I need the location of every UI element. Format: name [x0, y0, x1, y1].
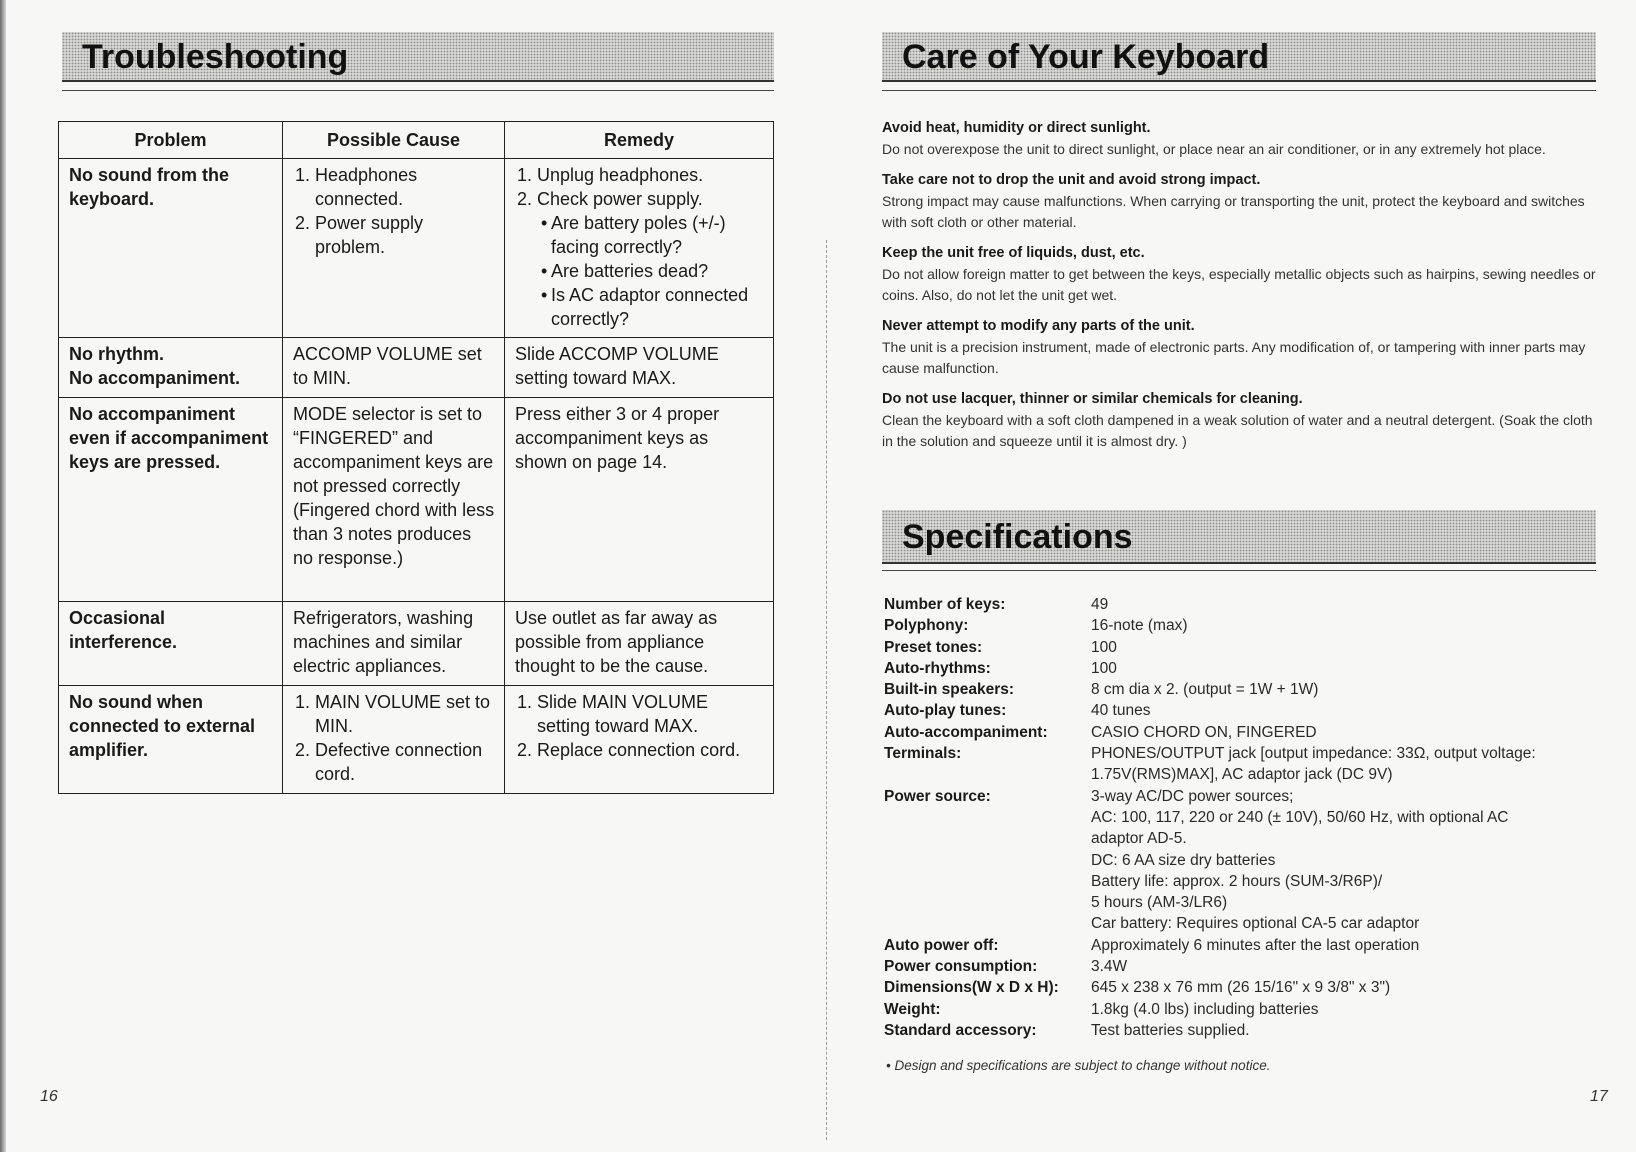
- spec-value-line: DC: 6 AA size dry batteries: [1091, 851, 1276, 869]
- spec-row: [884, 743, 1604, 786]
- spec-value-line: PHONES/OUTPUT jack [output impedance: 33Ω, output voltage:: [1091, 745, 1536, 763]
- spec-row: [884, 722, 1604, 743]
- spec-label: Auto-accompaniment:: [884, 723, 1048, 741]
- spec-value-line: Battery life: approx. 2 hours (SUM-3/R6P)/: [1091, 872, 1383, 890]
- spec-value-line: 1.8kg (4.0 lbs) including batteries: [1091, 1000, 1319, 1018]
- spec-row: [884, 615, 1604, 636]
- spec-value-line: 3-way AC/DC power sources;: [1091, 787, 1294, 805]
- spec-value-line: Car battery: Requires optional CA-5 car adaptor: [1091, 915, 1420, 933]
- care-item-text: Clean the keyboard with a soft cloth dampened in a weak solution of water and a neutral detergent. (Soak the cloth in the solution and squeeze until it is almost dry. ): [882, 412, 1593, 449]
- remedy-item: 2. Replace connection cord.: [537, 738, 764, 762]
- spec-values: [1091, 658, 1604, 679]
- spec-values: [1091, 594, 1604, 615]
- care-item-heading: Do not use lacquer, thinner or similar chemicals for cleaning.: [882, 391, 1303, 407]
- spec-values: [1091, 935, 1604, 956]
- specs-heading-bar: [882, 510, 1596, 564]
- remedy-item: 1. Slide MAIN VOLUME setting toward MAX.: [537, 690, 764, 738]
- table-row: [59, 686, 774, 794]
- spec-value-line: 40 tunes: [1091, 702, 1151, 720]
- spec-value-line: Approximately 6 minutes after the last operation: [1091, 936, 1420, 954]
- spec-row: [884, 999, 1604, 1020]
- cause-item: 1. MAIN VOLUME set to MIN.: [315, 690, 495, 738]
- specifications-list: [884, 594, 1604, 1041]
- care-item: [882, 170, 1597, 233]
- remedy-cell: [505, 686, 774, 794]
- care-item-heading: Never attempt to modify any parts of the unit.: [882, 318, 1195, 334]
- remedy-bullet: • Are battery poles (+/-) facing correctly?: [551, 211, 764, 259]
- page-number: 16: [40, 1088, 58, 1105]
- cause-cell: [283, 159, 505, 338]
- table-row: [59, 398, 774, 602]
- remedy-cell: Use outlet as far away as possible from appliance thought to be the cause.: [505, 602, 774, 686]
- spec-values: [1091, 743, 1604, 786]
- remedy-bullet: • Is AC adaptor connected correctly?: [551, 283, 764, 331]
- remedy-item: 1. Unplug headphones.: [537, 163, 764, 187]
- heading-rule: [62, 90, 774, 91]
- spec-value-line: Test batteries supplied.: [1091, 1021, 1250, 1039]
- spec-label: Number of keys:: [884, 596, 1006, 613]
- remedy-bullet: • Are batteries dead?: [551, 259, 764, 283]
- spec-value-line: adaptor AD-5.: [1091, 830, 1187, 848]
- spec-value-line: CASIO CHORD ON, FINGERED: [1091, 723, 1317, 741]
- spec-values: [1091, 679, 1604, 700]
- problem-cell: Occasional interference.: [59, 602, 283, 686]
- spec-label: Power consumption:: [884, 958, 1038, 976]
- care-item: [882, 118, 1597, 160]
- cause-cell: MODE selector is set to “FINGERED” and accompaniment keys are not pressed correctly (Fingered chord with less than 3 notes produces no response.): [283, 398, 505, 602]
- heading-rule: [882, 90, 1596, 91]
- spec-values: [1091, 956, 1604, 977]
- cause-cell: [283, 686, 505, 794]
- spec-value-line: 645 x 238 x 76 mm (26 15/16" x 9 3/8" x 3"): [1091, 979, 1391, 997]
- table-row: [59, 338, 774, 398]
- care-item-text: Strong impact may cause malfunctions. When carrying or transporting the unit, protect the keyboard and switches with soft cloth or other material.: [882, 193, 1585, 230]
- cause-cell: ACCOMP VOLUME set to MIN.: [283, 338, 505, 398]
- header-remedy: Remedy: [505, 122, 774, 159]
- spec-values: [1091, 1020, 1604, 1041]
- spec-row: [884, 1020, 1604, 1041]
- care-item-heading: Avoid heat, humidity or direct sunlight.: [882, 120, 1151, 136]
- care-item-heading: Keep the unit free of liquids, dust, etc.: [882, 245, 1145, 261]
- table-row: [59, 159, 774, 338]
- spec-values: [1091, 786, 1604, 935]
- spec-row: [884, 594, 1604, 615]
- cause-item: 2. Defective connection cord.: [315, 738, 495, 786]
- spec-label: Power source:: [884, 787, 991, 805]
- table-header-row: [59, 122, 774, 159]
- spec-label: Weight:: [884, 1000, 941, 1018]
- spec-label: Terminals:: [884, 745, 962, 763]
- spec-row: [884, 977, 1604, 998]
- spec-row: [884, 786, 1604, 935]
- spec-values: [1091, 999, 1604, 1020]
- table-row: [59, 602, 774, 686]
- heading-rule: [882, 570, 1596, 571]
- spec-values: [1091, 637, 1604, 658]
- remedy-cell: [505, 159, 774, 338]
- care-title: Care of Your Keyboard: [902, 38, 1270, 76]
- troubleshooting-heading-bar: [62, 32, 774, 82]
- spec-value-line: 3.4W: [1091, 958, 1128, 976]
- spec-values: [1091, 700, 1604, 721]
- cause-cell: Refrigerators, washing machines and similar electric appliances.: [283, 602, 505, 686]
- spec-label: Preset tones:: [884, 638, 983, 656]
- spec-value-line: AC: 100, 117, 220 or 240 (± 10V), 50/60 Hz, with optional AC: [1091, 808, 1509, 826]
- problem-line: No accompaniment.: [69, 368, 241, 388]
- problem-cell: No accompaniment even if accompaniment keys are pressed.: [59, 398, 283, 602]
- spec-value-line: 8 cm dia x 2. (output = 1W + 1W): [1091, 681, 1319, 699]
- problem-cell: No sound when connected to external amplifier.: [59, 686, 283, 794]
- spec-label: Auto-rhythms:: [884, 659, 991, 677]
- care-section: [882, 118, 1597, 462]
- troubleshooting-title: Troubleshooting: [82, 38, 349, 76]
- spec-values: [1091, 722, 1604, 743]
- specs-title: Specifications: [902, 518, 1133, 556]
- care-item: [882, 316, 1597, 379]
- troubleshooting-table: [58, 121, 774, 794]
- footnote: • Design and specifications are subject to change without notice.: [886, 1058, 1271, 1073]
- spec-value-line: 5 hours (AM-3/LR6): [1091, 894, 1228, 912]
- spec-row: [884, 637, 1604, 658]
- spec-label: Built-in speakers:: [884, 681, 1015, 699]
- spec-label: Auto-play tunes:: [884, 702, 1007, 720]
- spec-label: Polyphony:: [884, 617, 969, 635]
- spec-value-line: 100: [1091, 659, 1117, 677]
- problem-line: No rhythm.: [69, 344, 165, 364]
- care-heading-bar: [882, 32, 1596, 82]
- remedy-item: [537, 187, 764, 331]
- remedy-item-text: Check power supply.: [537, 189, 703, 209]
- header-possible-cause: Possible Cause: [283, 122, 505, 159]
- spec-values: [1091, 977, 1604, 998]
- spec-values: [1091, 615, 1604, 636]
- spec-row: [884, 658, 1604, 679]
- care-item: [882, 389, 1597, 452]
- remedy-cell: Slide ACCOMP VOLUME setting toward MAX.: [505, 338, 774, 398]
- spec-row: [884, 679, 1604, 700]
- care-item-heading: Take care not to drop the unit and avoid strong impact.: [882, 172, 1261, 188]
- care-item: [882, 243, 1597, 306]
- spec-label: Auto power off:: [884, 936, 999, 954]
- care-item-text: Do not allow foreign matter to get between the keys, especially metallic objects such as hairpins, sewing needles or coins. Also, do not let the unit get wet.: [882, 266, 1596, 303]
- care-item-text: Do not overexpose the unit to direct sunlight, or place near an air conditioner, or in any extremely hot place.: [882, 141, 1546, 157]
- problem-cell: [59, 338, 283, 398]
- spec-value-line: 100: [1091, 638, 1117, 656]
- spec-value-line: 49: [1091, 596, 1109, 613]
- page-number: 17: [1590, 1088, 1608, 1105]
- spec-value-line: 1.75V(RMS)MAX], AC adaptor jack (DC 9V): [1091, 766, 1393, 784]
- header-problem: Problem: [59, 122, 283, 159]
- cause-item: 1. Headphones connected.: [315, 163, 495, 211]
- remedy-cell: Press either 3 or 4 proper accompaniment keys as shown on page 14.: [505, 398, 774, 602]
- spec-label: Standard accessory:: [884, 1021, 1037, 1039]
- spec-label: Dimensions(W x D x H):: [884, 979, 1059, 997]
- spec-row: [884, 935, 1604, 956]
- spec-value-line: 16-note (max): [1091, 617, 1188, 635]
- problem-cell: No sound from the keyboard.: [59, 159, 283, 338]
- cause-item: 2. Power supply problem.: [315, 211, 495, 259]
- spec-row: [884, 700, 1604, 721]
- care-item-text: The unit is a precision instrument, made of electronic parts. Any modification of, or tampering with inner parts may cause malfunction.: [882, 339, 1586, 376]
- spec-row: [884, 956, 1604, 977]
